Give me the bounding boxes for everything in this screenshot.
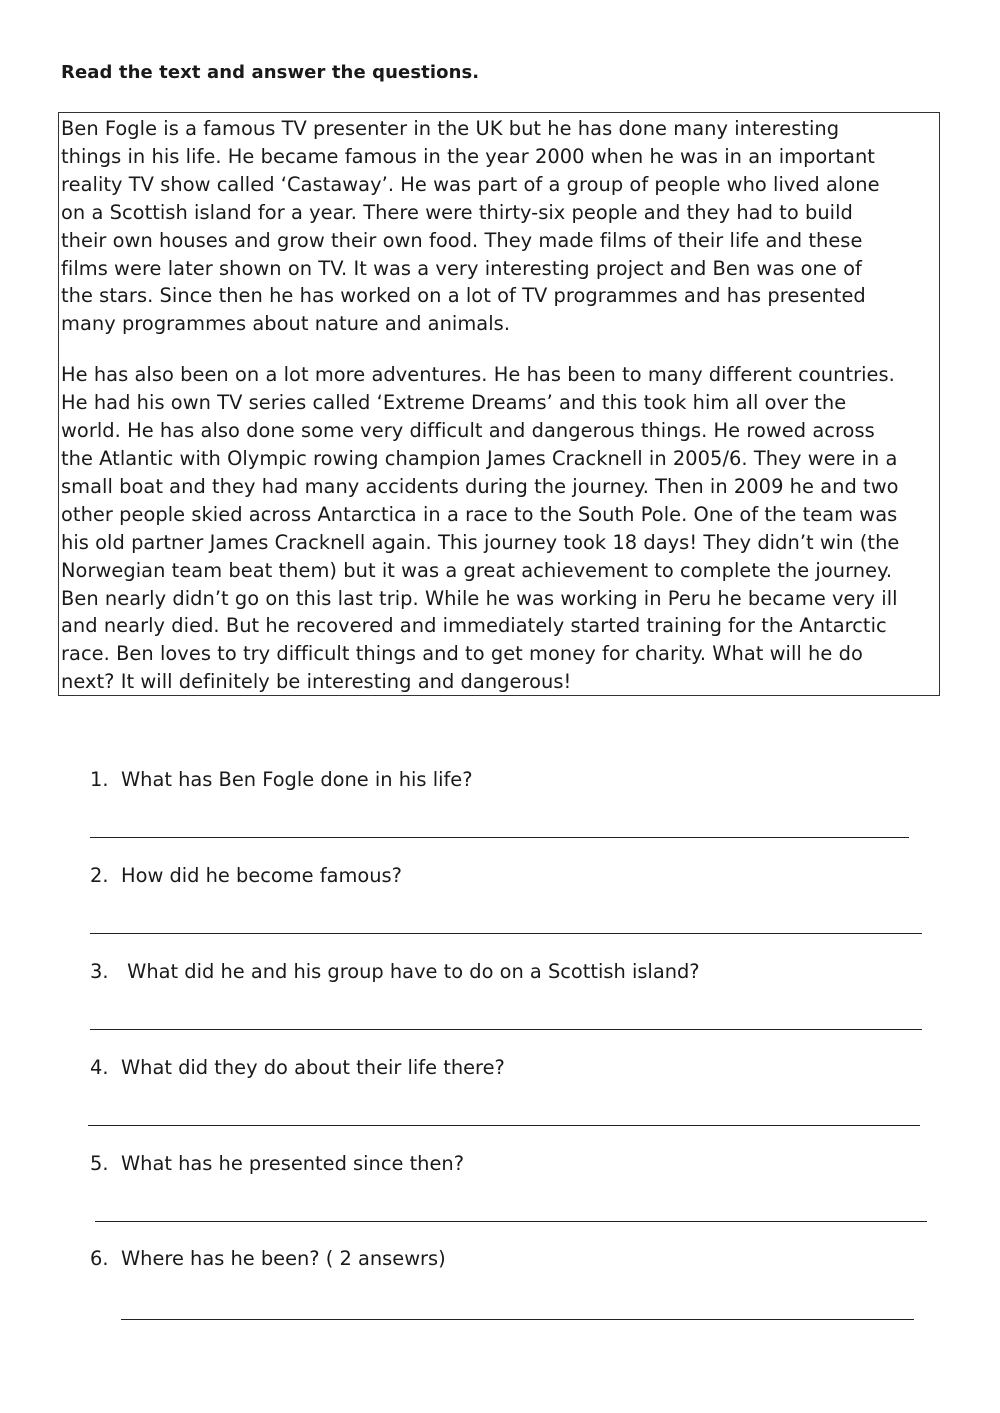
answer-line-6[interactable] bbox=[121, 1319, 914, 1320]
question-text: Where has he been? ( 2 ansewrs) bbox=[121, 1247, 446, 1270]
passage-paragraph-2: He has also been on a lot more adventures. He has been to many different countries. He had his own TV series called ‘Extreme Dreams’ and this took him all over the world. He has also done some very difficult and dangerous things. He rowed across the Atlantic with Olympic rowing champion James Cracknell in 2005/6. They were in a small boat and they had many accidents during the journey. Then in 2009 he and two other people skied across Antarctica in a race to the South Pole. One of the team was his old partner James Cracknell again. This journey took 18 days! They didn’t win (the Norwegian team beat them) but it was a great achievement to complete the journey. Ben nearly didn’t go on this last trip. While he was working in Peru he became very ill and nearly died. But he recovered and immediately started training for the Antarctic race. Ben loves to try difficult things and to get money for charity. What will he do next? It will definitely be interesting and dangerous! bbox=[61, 363, 900, 694]
reading-passage-box bbox=[58, 112, 940, 696]
question-6 bbox=[90, 1247, 446, 1270]
question-3 bbox=[90, 960, 700, 983]
question-number: 5. bbox=[90, 1152, 109, 1175]
answer-line-5[interactable] bbox=[95, 1221, 927, 1222]
answer-line-1[interactable] bbox=[90, 837, 909, 838]
answer-line-2[interactable] bbox=[90, 933, 922, 934]
question-text: What has he presented since then? bbox=[121, 1152, 464, 1175]
answer-line-3[interactable] bbox=[90, 1029, 922, 1030]
question-4 bbox=[90, 1056, 505, 1079]
question-number: 1. bbox=[90, 768, 109, 791]
answer-line-4[interactable] bbox=[88, 1125, 920, 1126]
passage-paragraph-1: Ben Fogle is a famous TV presenter in the UK but he has done many interesting things in his life. He became famous in the year 2000 when he was in an important reality TV show called ‘Castaway’. He was part of a group of people who lived alone on a Scottish island for a year. There were thirty-six people and they had to build their own houses and grow their own food. They made films of their life and these films were later shown on TV. It was a very interesting project and Ben was one of the stars. Since then he has worked on a lot of TV programmes and has presented many programmes about nature and animals. bbox=[61, 117, 880, 336]
question-number: 4. bbox=[90, 1056, 109, 1079]
question-5 bbox=[90, 1152, 464, 1175]
question-text: What has Ben Fogle done in his life? bbox=[121, 768, 473, 791]
question-1 bbox=[90, 768, 473, 791]
worksheet-instruction: Read the text and answer the questions. bbox=[61, 62, 480, 83]
question-text: What did he and his group have to do on a Scottish island? bbox=[121, 960, 700, 983]
question-text: What did they do about their life there? bbox=[121, 1056, 505, 1079]
question-2 bbox=[90, 864, 402, 887]
question-text: How did he become famous? bbox=[121, 864, 402, 887]
question-number: 2. bbox=[90, 864, 109, 887]
question-number: 6. bbox=[90, 1247, 109, 1270]
question-number: 3. bbox=[90, 960, 109, 983]
